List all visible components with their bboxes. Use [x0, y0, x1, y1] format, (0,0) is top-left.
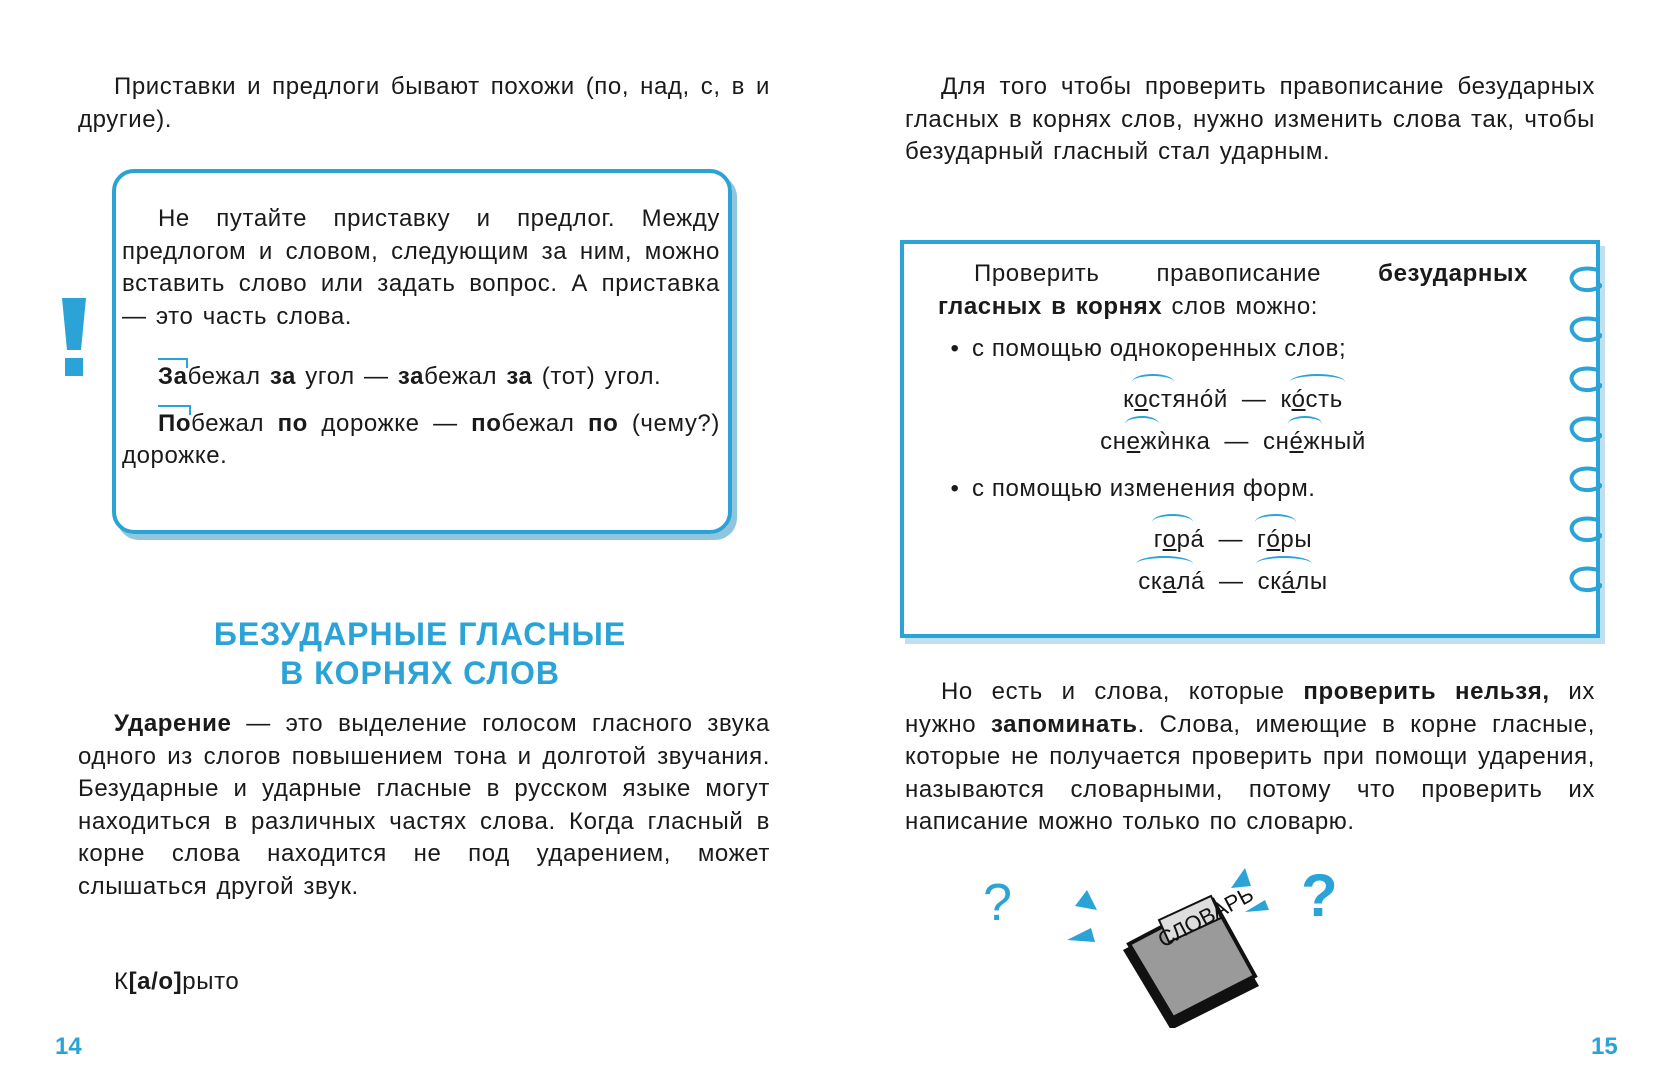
- page-number: 15: [1591, 1033, 1618, 1060]
- prefix-mark: За: [158, 363, 188, 390]
- intro-paragraph: Для того чтобы проверить правописание безударных гласных в корнях слов, нужно изменить слова так, чтобы безударный гласный стал ударным.: [905, 73, 1595, 165]
- bullet-item: • с помощью изменения форм.: [950, 475, 1316, 502]
- bullet-item: • с помощью однокоренных слов;: [950, 335, 1347, 362]
- rule-box: [900, 240, 1600, 638]
- closing-paragraph: Но есть и слова, которые проверить нельзя, их нужно запоминать. Слова, имеющие в корне гласные, которые не получается проверить при помощи ударения, называются словарными, потому что проверить их написание можно только по словарю.: [905, 678, 1595, 835]
- notebook-rings-icon: [1554, 254, 1602, 614]
- prefix-mark: По: [158, 409, 192, 437]
- note-text: Не путайте приставку и предлог. Между предлогом и словом, следующим за ним, можно вставить слово или задать вопрос. А приставка — это часть слова.: [122, 205, 720, 330]
- example-word: К[а/о]рыто: [114, 968, 240, 995]
- word-pair: снежѝнка — снéжный: [938, 421, 1528, 463]
- dictionary-book-illustration: [983, 868, 1403, 1028]
- word-pair: горá — гóры: [938, 519, 1528, 561]
- word-pairs-cognates: [938, 379, 1528, 463]
- example-pobezhal: Побежал по дорожке — побежал по (чему?) дорожке.: [122, 409, 720, 469]
- stress-definition: Ударение — это выделение голосом гласного звука одного из слогов повышением тона и долготой звучания. Безударные и ударные гласные в русском языке могут находиться в различных частях слова. Когда гласный в корне слова находится не под ударением, может слышаться другой звук.: [78, 710, 770, 900]
- word-pair: костянóй — кóсть: [938, 379, 1528, 421]
- word-pairs-forms: [938, 519, 1528, 603]
- intro-paragraph: Приставки и предлоги бывают похожи (по, над, с, в и другие).: [78, 73, 770, 133]
- section-heading: БЕЗУДАРНЫЕ ГЛАСНЫЕ В КОРНЯХ СЛОВ: [213, 616, 627, 691]
- rule-text: Проверить правописание безударных гласных в корнях слов можно:: [938, 260, 1528, 320]
- exclamation-icon: [56, 298, 92, 378]
- note-box: [112, 169, 732, 534]
- word-pair: скалá — скáлы: [938, 561, 1528, 603]
- question-mark-icon: ?: [983, 874, 1012, 932]
- question-mark-icon: ?: [1301, 868, 1338, 929]
- book-icon: [1123, 881, 1259, 1028]
- right-page: [833, 0, 1666, 1080]
- example-zabezhal: Забежал за угол — забежал за (тот) угол.: [158, 363, 662, 390]
- page-number: 14: [55, 1033, 82, 1060]
- svg-text:СЛОВАРЬ: СЛОВАРЬ: [1153, 881, 1258, 953]
